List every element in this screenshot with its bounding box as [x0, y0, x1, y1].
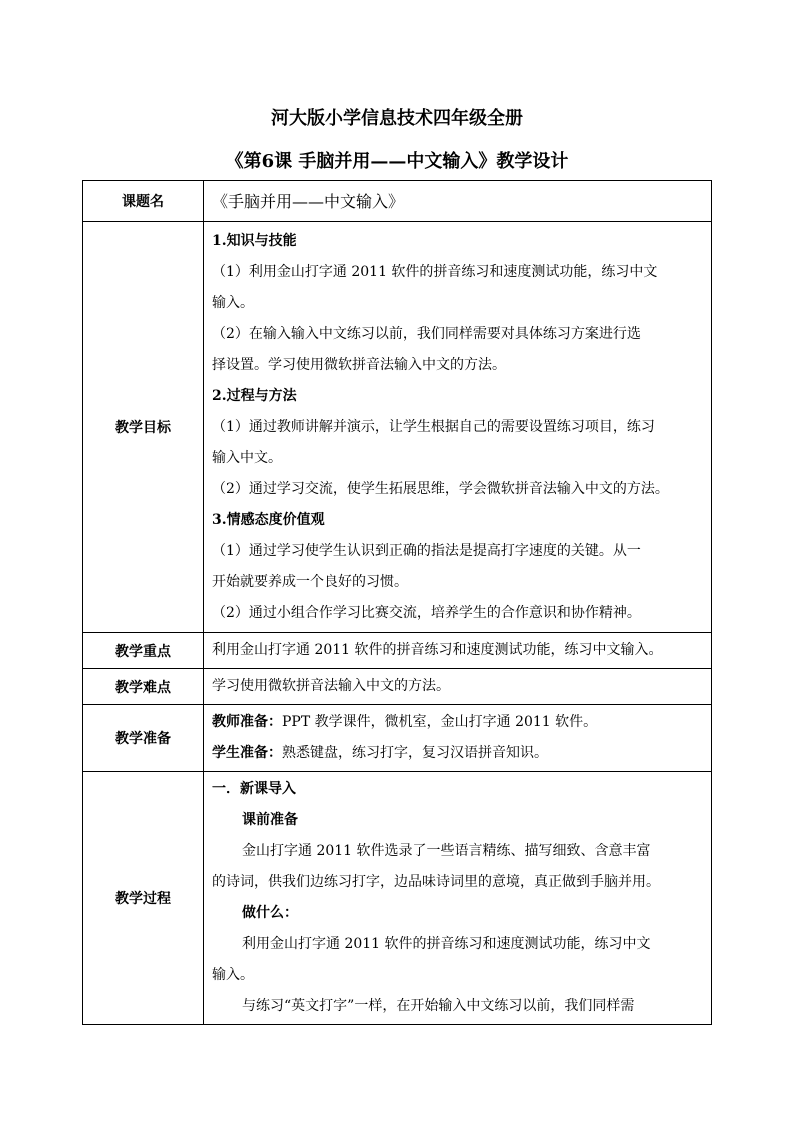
- topic-label: 课题名: [83, 181, 204, 222]
- row-preparation: [83, 705, 712, 772]
- document-subtitle: 《第6课 手脑并用——中文输入》教学设计: [225, 151, 569, 172]
- row-topic: [83, 181, 712, 222]
- row-key-points: [83, 633, 712, 669]
- lesson-plan-table: [82, 180, 712, 1025]
- objectives-content: 1.知识与技能 （1）利用金山打字通 2011 软件的拼音练习和速度测试功能，练习中文 输入。 （2）在输入输入中文练习以前，我们同样需要对具体练习方案进行选 择设置。学习使用微软拼音法输入中文的方法。 2.过程与方法 （1）通过教师讲解并演示，让学生根据自己的需要设置练习项目，练习 输入中文。 （2）通过学习交流，使学生拓展思维，学会微软拼音法输入中文的方法。 3.情感态度价值观 （1）通过学习使学生认识到正确的指法是提高打字速度的关键。从一 开始就要养成一个良好的习惯。 （2）通过小组合作学习比赛交流，培养学生的合作意识和协作精神。: [204, 222, 712, 633]
- row-difficulties: [83, 669, 712, 705]
- objectives-label: 教学目标: [83, 222, 204, 633]
- preparation-content: 教师准备：PPT 教学课件，微机室，金山打字通 2011 软件。 学生准备：熟悉键盘，练习打字，复习汉语拼音知识。: [204, 705, 712, 772]
- topic-value: 《手脑并用——中文输入》: [204, 181, 712, 222]
- objectives-heading-3: 3.情感态度价值观: [212, 511, 325, 528]
- difficulties-label: 教学难点: [83, 669, 204, 705]
- process-label: 教学过程: [83, 772, 204, 1025]
- process-content: 一．新课导入 课前准备 金山打字通 2011 软件选录了一些语言精练、描写细致、含意丰富 的诗词，供我们边练习打字，边品味诗词里的意境，真正做到手脑并用。 做什么： 利用金山打字通 2011 软件的拼音练习和速度测试功能，练习中文 输入。 与练习“英文打字”一样，在开始输入中文练习以前，我们同样需: [204, 772, 712, 1025]
- document-title: 河大版小学信息技术四年级全册: [271, 108, 523, 129]
- process-section-1: 一．新课导入: [212, 781, 296, 797]
- objectives-heading-2: 2.过程与方法: [212, 387, 297, 404]
- row-process: [83, 772, 712, 1025]
- objectives-heading-1: 1.知识与技能: [212, 232, 297, 249]
- preparation-label: 教学准备: [83, 705, 204, 772]
- key-points-label: 教学重点: [83, 633, 204, 669]
- difficulties-value: 学习使用微软拼音法输入中文的方法。: [204, 669, 712, 705]
- key-points-value: 利用金山打字通 2011 软件的拼音练习和速度测试功能，练习中文输入。: [204, 633, 712, 669]
- row-objectives: [83, 222, 712, 633]
